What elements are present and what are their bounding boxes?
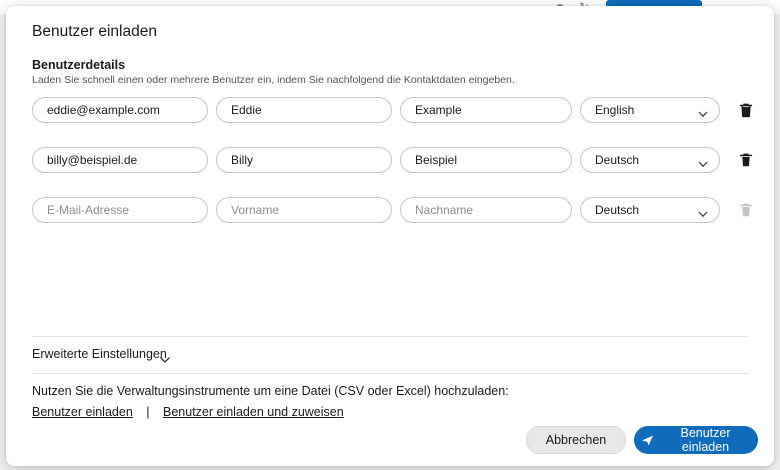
divider-bottom bbox=[32, 373, 748, 374]
email-field[interactable] bbox=[32, 97, 208, 123]
language-select-wrap bbox=[580, 97, 720, 123]
email-field[interactable] bbox=[32, 147, 208, 173]
language-select[interactable] bbox=[580, 97, 720, 123]
upload-links bbox=[32, 405, 344, 419]
last-name-field[interactable] bbox=[400, 197, 572, 223]
last-name-field[interactable] bbox=[400, 97, 572, 123]
link-separator: | bbox=[146, 405, 150, 419]
language-select[interactable] bbox=[580, 147, 720, 173]
first-name-field[interactable] bbox=[216, 97, 392, 123]
link-invite-and-assign-users[interactable]: Benutzer einladen und zuweisen bbox=[163, 405, 344, 419]
advanced-settings-toggle[interactable]: Erweiterte Einstellungen bbox=[32, 347, 167, 361]
last-name-field[interactable] bbox=[400, 147, 572, 173]
upload-instructions: Nutzen Sie die Verwaltungsinstrumente um eine Datei (CSV oder Excel) hochzuladen: bbox=[32, 384, 509, 398]
section-subheading: Laden Sie schnell einen oder mehrere Benutzer ein, indem Sie nachfolgend die Kontaktdaten eingeben. bbox=[32, 74, 515, 86]
page-title: Benutzer einladen bbox=[32, 23, 157, 40]
language-select-wrap bbox=[580, 197, 720, 223]
invite-users-button[interactable] bbox=[634, 426, 758, 454]
divider-top bbox=[32, 336, 748, 337]
email-field[interactable] bbox=[32, 197, 208, 223]
delete-row-button[interactable] bbox=[736, 150, 756, 170]
table-row bbox=[6, 94, 774, 144]
table-row bbox=[6, 144, 774, 194]
delete-row-button-disabled bbox=[736, 200, 756, 220]
table-row bbox=[6, 194, 774, 244]
language-select-wrap bbox=[580, 147, 720, 173]
first-name-field[interactable] bbox=[216, 197, 392, 223]
send-icon bbox=[641, 434, 654, 447]
user-rows bbox=[6, 94, 774, 244]
first-name-field[interactable] bbox=[216, 147, 392, 173]
invite-users-button-label: Benutzer einladen bbox=[680, 426, 731, 454]
link-invite-users[interactable]: Benutzer einladen bbox=[32, 405, 133, 419]
language-select[interactable] bbox=[580, 197, 720, 223]
cancel-button[interactable]: Abbrechen bbox=[526, 426, 626, 454]
invite-users-dialog bbox=[6, 6, 774, 466]
delete-row-button[interactable] bbox=[736, 100, 756, 120]
section-heading: Benutzerdetails bbox=[32, 58, 126, 72]
